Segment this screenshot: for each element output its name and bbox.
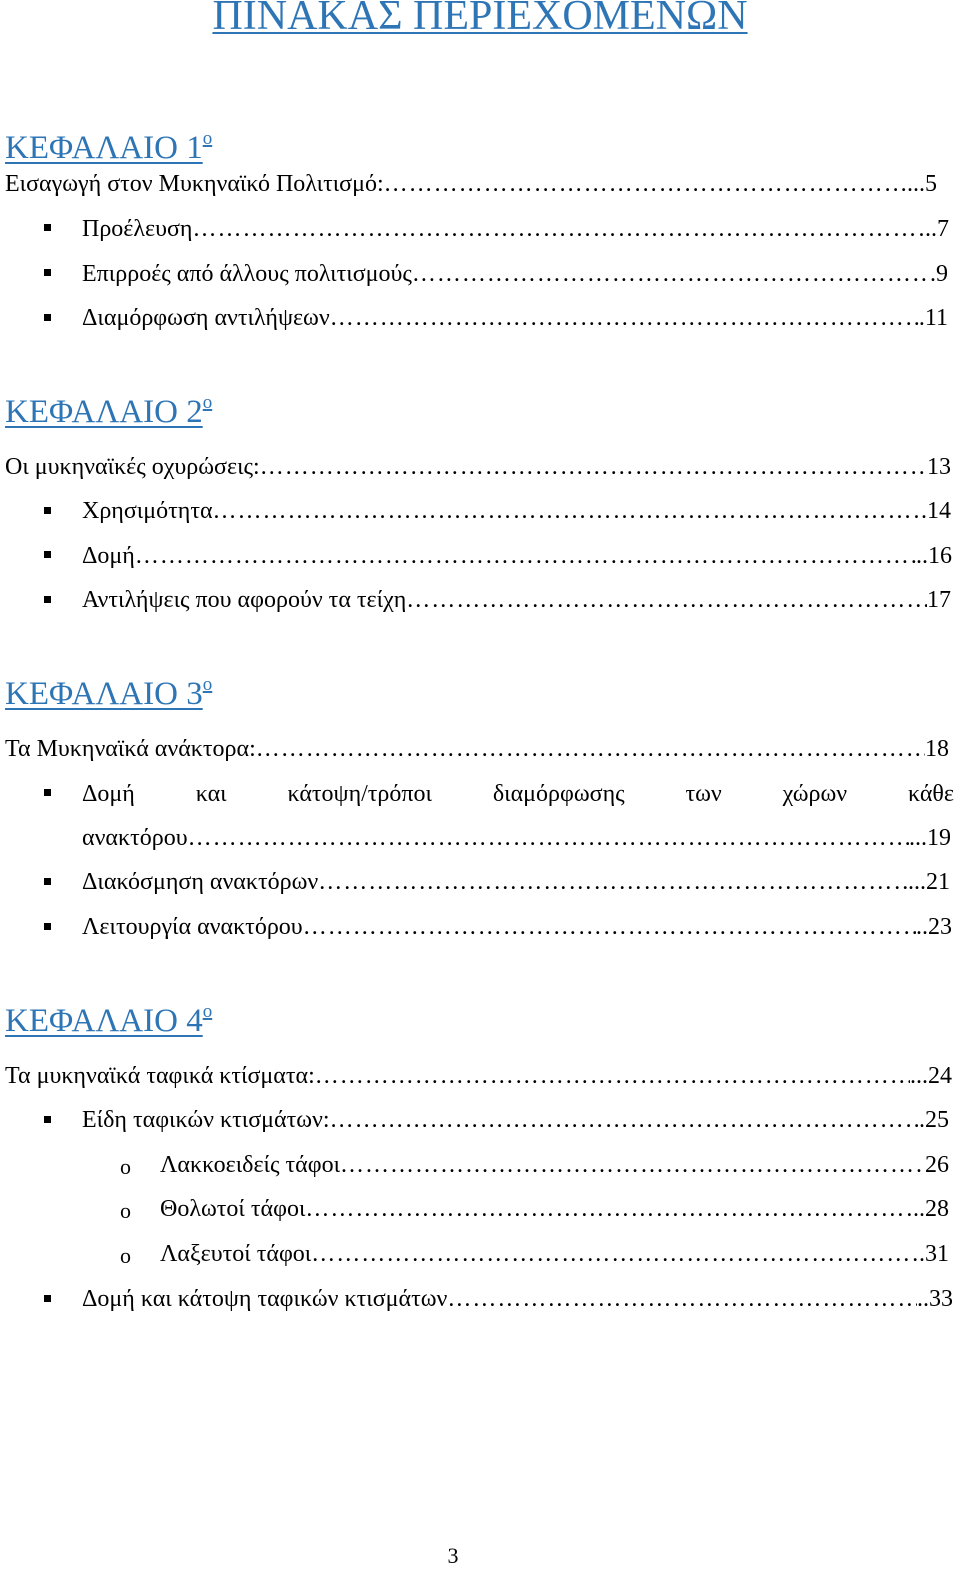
chapter-3-ordinal: ο	[202, 674, 213, 695]
square-bullet-icon	[44, 1295, 51, 1302]
toc-entry-ch3-item2[interactable]	[82, 867, 950, 897]
dot-leader	[330, 303, 919, 333]
square-bullet-icon	[44, 224, 51, 231]
dot-leader	[315, 1061, 910, 1091]
toc-page-number: 18	[925, 736, 949, 762]
toc-page-number: 26	[925, 1152, 949, 1178]
dot-leader	[330, 1105, 919, 1135]
dot-leader	[412, 259, 930, 289]
dot-leader	[303, 912, 916, 942]
dot-leader	[188, 823, 909, 853]
chapter-4-heading[interactable]	[5, 1003, 212, 1039]
dot-leader	[260, 452, 927, 482]
toc-page-number: .9	[930, 261, 948, 287]
toc-page-number: ..16	[916, 543, 952, 569]
toc-entry-ch4-item3[interactable]	[160, 1194, 949, 1224]
toc-entry-text: Θολωτοί τάφοι	[160, 1196, 306, 1222]
circle-bullet-icon: o	[120, 1243, 131, 1268]
toc-entry-text: Τα μυκηναϊκά ταφικά κτίσματα:	[5, 1063, 315, 1089]
toc-entry-ch4-intro[interactable]	[5, 1061, 952, 1091]
toc-entry-text: Οι μυκηναϊκές οχυρώσεις:	[5, 454, 260, 480]
toc-entry-text: Εισαγωγή στον Μυκηναϊκό Πολιτισμό:	[5, 171, 384, 197]
toc-entry-ch2-item2[interactable]	[82, 541, 952, 571]
chapter-2-ordinal: ο	[202, 392, 213, 413]
toc-page-number: .31	[919, 1241, 949, 1267]
toc-entry-ch2-item1[interactable]	[82, 496, 951, 526]
toc-entry-text: Λαξευτοί τάφοι	[160, 1241, 312, 1267]
square-bullet-icon	[44, 596, 51, 603]
toc-entry-text: Λακκοειδείς τάφοι	[160, 1152, 341, 1178]
square-bullet-icon	[44, 269, 51, 276]
chapter-3-heading[interactable]	[5, 676, 212, 712]
toc-entry-text: Τα Μυκηναϊκά ανάκτορα:	[5, 736, 256, 762]
toc-entry-ch4-item1[interactable]	[82, 1105, 949, 1135]
toc-entry-text: Δομή	[82, 543, 135, 569]
toc-page-number: ..23	[916, 914, 952, 940]
toc-page-number: 17	[927, 587, 951, 613]
dot-leader	[192, 214, 925, 244]
toc-page-number: ..7	[925, 216, 949, 242]
toc-entry-text: Επιρροές από άλλους πολιτισμούς	[82, 261, 412, 287]
toc-entry-text: Χρησιμότητα	[82, 498, 213, 524]
toc-entry-ch4-item4[interactable]	[160, 1239, 949, 1269]
toc-word: κάτοψη/τρόποι	[287, 781, 432, 807]
toc-page-number: ...21	[908, 869, 950, 895]
page-title: ΠΙΝΑΚΑΣ ΠΕΡΙΕΧΟΜΕΝΩΝ	[212, 0, 748, 39]
chapter-3-label: ΚΕΦΑΛΑΙΟ 3	[5, 676, 203, 712]
page-number: 3	[447, 1543, 459, 1568]
toc-entry-text: Διακόσμηση ανακτόρων	[82, 869, 319, 895]
square-bullet-icon	[44, 789, 51, 796]
square-bullet-icon	[44, 314, 51, 321]
toc-entry-ch3-item3[interactable]	[82, 912, 952, 942]
dot-leader	[135, 541, 916, 571]
dot-leader	[213, 496, 921, 526]
dot-leader	[447, 1284, 917, 1314]
dot-leader	[318, 867, 908, 897]
toc-entry-ch1-item1[interactable]	[82, 214, 949, 244]
toc-page-number: 13	[927, 454, 951, 480]
dot-leader	[406, 585, 927, 615]
toc-entry-ch3-item1-line1[interactable]	[82, 779, 954, 809]
dot-leader	[384, 169, 907, 199]
toc-entry-ch1-intro[interactable]	[5, 169, 937, 199]
toc-entry-ch4-item2[interactable]	[160, 1150, 949, 1180]
toc-entry-ch2-intro[interactable]	[5, 452, 951, 482]
chapter-1-heading[interactable]	[5, 130, 212, 166]
toc-word: διαμόρφωσης	[492, 781, 625, 807]
toc-page-number: ..33	[917, 1286, 953, 1312]
toc-entry-text: ανακτόρου	[82, 825, 188, 851]
toc-page-number: ..28	[913, 1196, 949, 1222]
toc-entry-ch4-item5[interactable]	[82, 1284, 953, 1314]
square-bullet-icon	[44, 878, 51, 885]
toc-entry-text: Αντιλήψεις που αφορούν τα τείχη	[82, 587, 407, 613]
chapter-2-label: ΚΕΦΑΛΑΙΟ 2	[5, 394, 203, 430]
toc-entry-ch1-item3[interactable]	[82, 303, 948, 333]
dot-leader	[305, 1194, 913, 1224]
toc-word: και	[195, 781, 227, 807]
circle-bullet-icon: o	[120, 1198, 131, 1223]
toc-entry-text: Είδη ταφικών κτισμάτων:	[82, 1107, 330, 1133]
chapter-4-ordinal: ο	[202, 1001, 213, 1022]
dot-leader	[311, 1239, 919, 1269]
chapter-2-heading[interactable]	[5, 394, 212, 430]
toc-page-number: .25	[919, 1107, 949, 1133]
chapter-1-ordinal: ο	[202, 128, 213, 149]
square-bullet-icon	[44, 507, 51, 514]
dot-leader	[340, 1150, 925, 1180]
toc-page-number: .14	[921, 498, 951, 524]
chapter-1-label: ΚΕΦΑΛΑΙΟ 1	[5, 130, 203, 166]
toc-entry-text: Προέλευση	[82, 216, 193, 242]
toc-page-number: ...19	[909, 825, 951, 851]
square-bullet-icon	[44, 1116, 51, 1123]
square-bullet-icon	[44, 551, 51, 558]
toc-page-number: .11	[918, 305, 948, 331]
toc-entry-ch1-item2[interactable]	[82, 259, 948, 289]
dot-leader	[256, 734, 925, 764]
toc-page-number: ...24	[910, 1063, 952, 1089]
toc-entry-text: Διαμόρφωση αντιλήψεων	[82, 305, 330, 331]
square-bullet-icon	[44, 923, 51, 930]
chapter-4-label: ΚΕΦΑΛΑΙΟ 4	[5, 1003, 203, 1039]
toc-word: χώρων	[782, 781, 848, 807]
toc-word: Δομή	[82, 781, 135, 807]
circle-bullet-icon: o	[120, 1154, 131, 1179]
toc-entry-ch3-item1-line2[interactable]	[82, 823, 951, 853]
toc-word: των	[685, 781, 722, 807]
toc-entry-ch3-intro[interactable]	[5, 734, 949, 764]
toc-entry-text: Δομή και κάτοψη ταφικών κτισμάτων	[82, 1286, 448, 1312]
toc-word: κάθε	[907, 781, 954, 807]
toc-entry-ch2-item3[interactable]	[82, 585, 951, 615]
toc-page-number: ...5	[907, 171, 937, 197]
toc-entry-text: Λειτουργία ανακτόρου	[82, 914, 303, 940]
